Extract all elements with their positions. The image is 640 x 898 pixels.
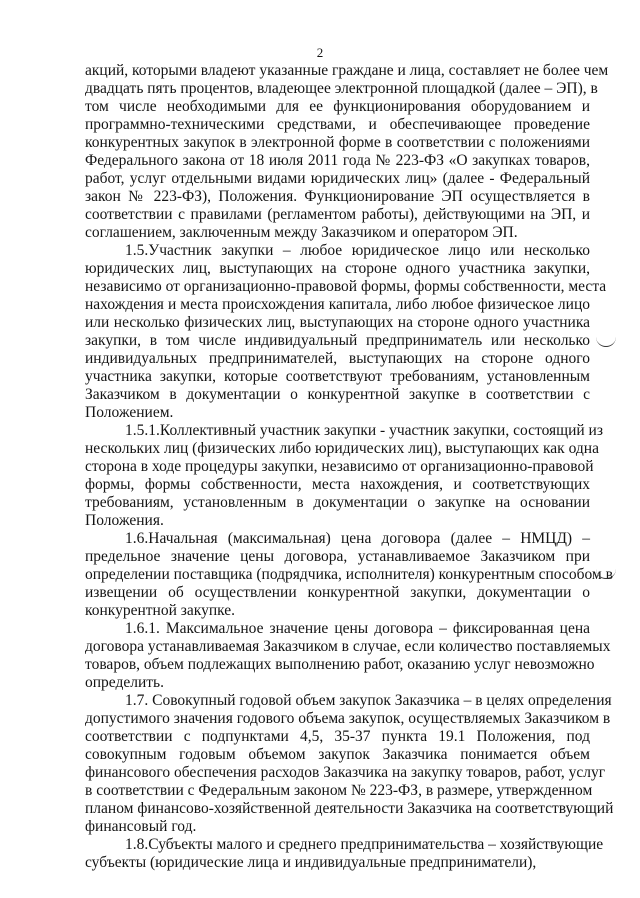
text-line: закон № 223-ФЗ), Положения. Функционирование ЭП осуществляется в [85, 188, 590, 205]
text-line: формы, формы собственности, места нахождения, и соответствующих [85, 476, 590, 493]
text-line: соответствии с подпунктами 4,5, 35-37 пункта 19.1 Положения, под [85, 728, 590, 745]
text-line: 1.7. Совокупный годовой объем закупок Заказчика – в целях определения [125, 692, 612, 709]
text-line: допустимого значения годового объема закупок, осуществляемых Заказчиком в [85, 710, 611, 727]
text-line: определении поставщика (подрядчика, исполнителя) конкурентным способом в [85, 566, 613, 583]
text-line: совокупным годовым объемом закупок Заказчика понимается объем [85, 746, 590, 763]
text-line: конкурентных закупок в электронной форме в соответствии с положениями [85, 134, 590, 151]
text-line: 1.5.Участник закупки – любое юридическое лицо или несколько [125, 242, 590, 259]
text-line: определить. [85, 674, 164, 691]
text-line: индивидуальных предпринимателей, выступающих на стороне одного [85, 350, 590, 367]
text-line: или несколько физических лиц, выступающих на стороне одного участника [85, 314, 590, 331]
text-line: требованиям, установленным в документации о закупке на основании [85, 494, 590, 511]
text-line: Положением. [85, 404, 174, 421]
text-line: соответствии с правилами (регламентом работы), действующими на ЭП, и [85, 206, 590, 223]
text-line: закупки, в том числе индивидуальный предприниматель или несколько [85, 332, 590, 349]
text-line: субъекты (юридические лица и индивидуальные предприниматели), [85, 854, 537, 871]
page-number: 2 [316, 45, 324, 60]
text-line: сторона в ходе процедуры закупки, независимо от организационно-правовой [85, 458, 594, 475]
text-line: товаров, объем подлежащих выполнению работ, оказанию услуг невозможно [85, 656, 595, 673]
text-line: предельное значение цены договора, устанавливаемое Заказчиком при [85, 548, 590, 565]
margin-mark [596, 336, 616, 347]
text-line: независимо от организационно-правовой формы, формы собственности, места [85, 278, 607, 295]
text-line: том числе необходимыми для ее функционирования оборудованием и [85, 98, 590, 115]
text-line: нахождения и места происхождения капитала, либо любое физическое лицо [85, 296, 590, 313]
text-line: соглашением, заключенным между Заказчиком и оператором ЭП. [85, 224, 518, 241]
text-line: планом финансово-хозяйственной деятельности Заказчика на соответствующий [85, 800, 614, 817]
text-line: 1.6.1. Максимальное значение цены договора – фиксированная цена [125, 620, 590, 637]
text-line: Федерального закона от 18 июля 2011 года № 223-ФЗ «О закупках товаров, [85, 152, 590, 169]
text-line: 1.6.Начальная (максимальная) цена договора (далее – НМЦД) – [125, 530, 590, 547]
text-line: акций, которыми владеют указанные граждане и лица, составляет не более чем [85, 62, 609, 79]
text-line: в соответствии с Федеральным законом № 223-ФЗ, в размере, утвержденном [85, 782, 593, 799]
text-line: программно-техническими средствами, и обеспечивающее проведение [85, 116, 590, 133]
text-line: нескольких лиц (физических либо юридических лиц), выступающих как одна [85, 440, 599, 457]
text-line: договора устанавливаемая Заказчиком в случае, если количество поставляемых [85, 638, 611, 655]
text-line: работ, услуг отдельными видами юридических лиц» (далее - Федеральный [85, 170, 590, 187]
text-line: двадцать пять процентов, владеющее электронной площадкой (далее – ЭП), в [85, 80, 598, 97]
text-line: конкурентной закупке. [85, 602, 236, 619]
text-line: 1.5.1.Коллективный участник закупки - участник закупки, состоящий из [125, 422, 603, 439]
text-line: Положения. [85, 512, 164, 529]
text-line: извещении об осуществлении конкурентной закупки, документации о [85, 584, 590, 601]
text-line: финансового обеспечения расходов Заказчика на закупку товаров, работ, услуг [85, 764, 606, 781]
text-line: Заказчиком в документации о конкурентной закупке в соответствии с [85, 386, 590, 403]
text-line: 1.8.Субъекты малого и среднего предпринимательства – хозяйствующие [125, 836, 604, 853]
text-line: юридических лиц, выступающих на стороне одного участника закупки, [85, 260, 590, 277]
text-line: финансовый год. [85, 818, 197, 835]
text-line: участника закупки, которые соответствуют требованиям, установленным [85, 368, 590, 385]
